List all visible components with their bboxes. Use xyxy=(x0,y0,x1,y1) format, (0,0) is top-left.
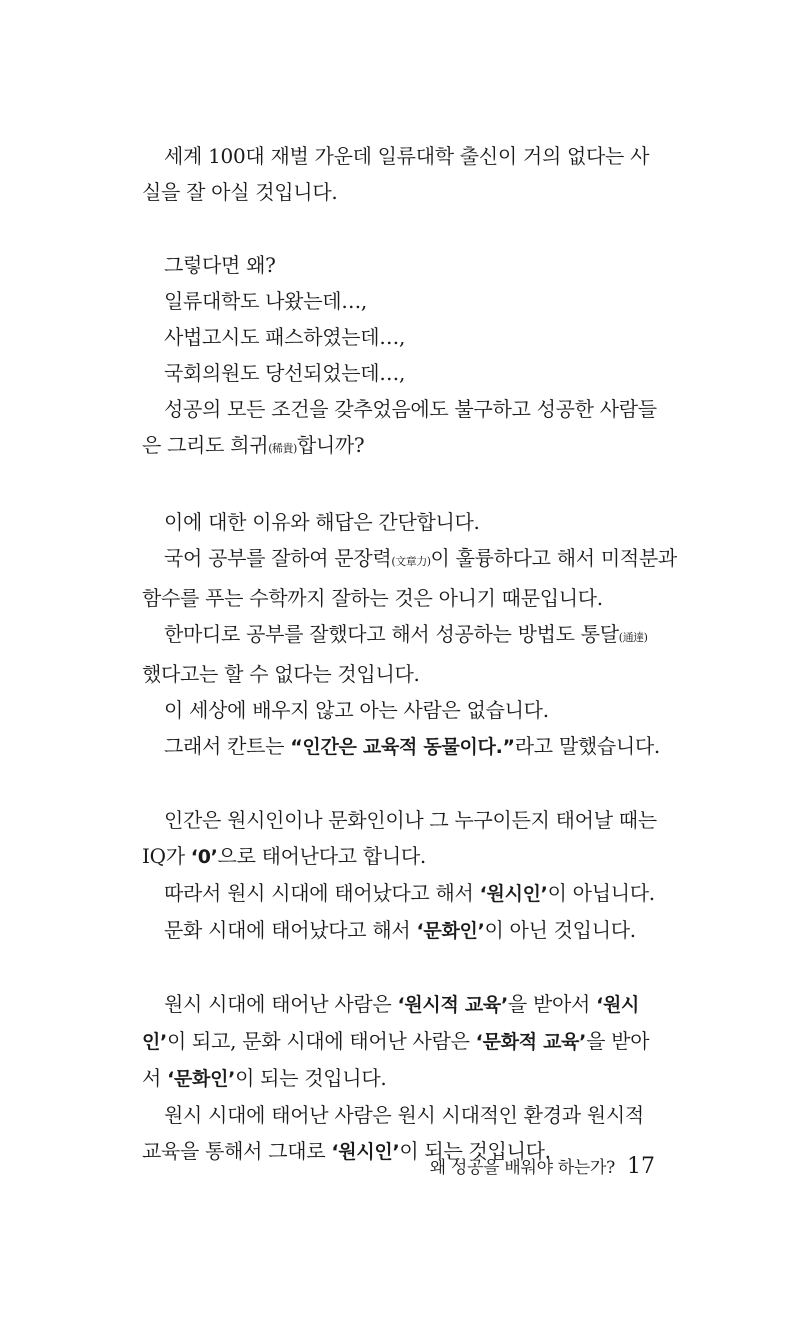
paragraph xyxy=(142,504,677,765)
text-run: 이 훌륭하다고 해서 미적분과 xyxy=(430,546,677,570)
paragraph-gap xyxy=(142,765,662,802)
text-line xyxy=(142,540,677,580)
text-run: 이 되는 것입니다. xyxy=(399,1139,551,1163)
text-run: 성공의 모든 조건을 갖추었음에도 불구하고 성공한 사람들 xyxy=(164,397,657,421)
emphasized-text: ‘원시인’ xyxy=(331,1141,400,1163)
text-run: 합니까? xyxy=(296,433,365,457)
text-run: 이 되는 것입니다. xyxy=(235,1066,387,1090)
paragraph xyxy=(142,802,662,949)
paragraph-gap xyxy=(142,210,662,247)
text-run: 은 그리도 희귀 xyxy=(142,433,269,457)
text-line xyxy=(142,1060,662,1097)
text-line xyxy=(142,728,662,765)
text-run: 을 받아 xyxy=(586,1029,650,1053)
text-run: 원시 시대에 태어난 사람은 원시 시대적인 환경과 원시적 xyxy=(164,1103,644,1127)
text-run: 했다고는 할 수 없다는 것입니다. xyxy=(142,662,420,686)
page-number: 17 xyxy=(627,1154,655,1179)
text-line xyxy=(142,912,662,949)
running-title: 왜 성공을 배워야 하는가? xyxy=(429,1158,615,1178)
text-line xyxy=(142,174,662,210)
text-line xyxy=(142,580,662,616)
text-run: 라고 말했습니다. xyxy=(514,734,660,758)
text-run: 일류대학도 나왔는데…, xyxy=(164,289,367,313)
emphasized-text: ‘문화적 교육’ xyxy=(475,1031,587,1053)
text-run: 서 xyxy=(142,1066,168,1090)
emphasized-text: 인’ xyxy=(142,1031,167,1053)
emphasized-text: ‘문화인’ xyxy=(416,920,485,942)
hanja-annotation: (稀貴) xyxy=(268,442,297,455)
text-run: 국어 공부를 잘하여 문장력 xyxy=(164,546,392,570)
text-run: 원시 시대에 태어난 사람은 xyxy=(164,992,398,1016)
text-run: 이 세상에 배우지 않고 아는 사람은 없습니다. xyxy=(164,698,549,722)
paragraph xyxy=(142,986,662,1170)
text-line xyxy=(142,355,662,391)
emphasized-text: ‘원시 xyxy=(596,994,640,1016)
text-line xyxy=(142,504,662,540)
text-run: 이 아닌 것입니다. xyxy=(484,918,636,942)
text-run: 그렇다면 왜? xyxy=(164,253,276,277)
body-text xyxy=(142,138,677,1170)
paragraph-gap xyxy=(142,949,662,986)
text-line xyxy=(142,247,662,283)
text-run: 으로 태어난다고 합니다. xyxy=(217,844,426,868)
text-line xyxy=(142,1097,662,1133)
emphasized-text: “인간은 교육적 동물이다.” xyxy=(290,736,515,758)
text-line xyxy=(142,838,662,875)
emphasized-text: ‘원시적 교육’ xyxy=(397,994,508,1016)
text-line xyxy=(142,1023,662,1060)
text-run: 이 아닙니다. xyxy=(547,881,655,905)
text-run: 함수를 푸는 수학까지 잘하는 것은 아니기 때문입니다. xyxy=(142,586,603,610)
paragraph xyxy=(142,247,662,467)
text-line xyxy=(142,283,662,319)
hanja-annotation: (通達) xyxy=(618,631,648,644)
text-line xyxy=(142,802,662,838)
text-run: 을 받아서 xyxy=(507,992,597,1016)
text-line xyxy=(142,692,662,728)
text-run: IQ가 xyxy=(142,844,191,868)
text-line xyxy=(142,875,662,912)
text-run: 인간은 원시인이나 문화인이나 그 누구이든지 태어날 때는 xyxy=(164,808,657,832)
text-run: 문화 시대에 태어났다고 해서 xyxy=(164,918,417,942)
text-run: 사법고시도 패스하였는데…, xyxy=(164,325,406,349)
text-run: 그래서 칸트는 xyxy=(164,734,291,758)
paragraph-gap xyxy=(142,467,662,504)
paragraph xyxy=(142,138,662,210)
text-run: 실을 잘 아실 것입니다. xyxy=(142,180,338,204)
text-line xyxy=(142,138,662,174)
text-run: 국회의원도 당선되었는데…, xyxy=(164,361,406,385)
hanja-annotation: (文章力) xyxy=(391,555,431,568)
emphasized-text: ‘0’ xyxy=(190,846,218,868)
text-line xyxy=(142,616,662,656)
text-run: 이 되고, 문화 시대에 태어난 사람은 xyxy=(166,1029,476,1053)
text-line xyxy=(142,427,662,467)
text-run: 교육을 통해서 그대로 xyxy=(142,1139,332,1163)
emphasized-text: ‘원시인’ xyxy=(479,883,548,905)
emphasized-text: ‘문화인’ xyxy=(167,1068,236,1090)
text-line xyxy=(142,319,662,355)
text-run: 이에 대한 이유와 해답은 간단합니다. xyxy=(164,510,480,534)
text-run: 한마디로 공부를 잘했다고 해서 성공하는 방법도 통달 xyxy=(164,622,619,646)
text-line xyxy=(142,986,662,1023)
text-line xyxy=(142,656,662,692)
text-line xyxy=(142,391,662,427)
text-run: 세계 100대 재벌 가운데 일류대학 출신이 거의 없다는 사 xyxy=(164,144,650,168)
page-footer xyxy=(430,1153,655,1179)
text-run: 따라서 원시 시대에 태어났다고 해서 xyxy=(164,881,480,905)
